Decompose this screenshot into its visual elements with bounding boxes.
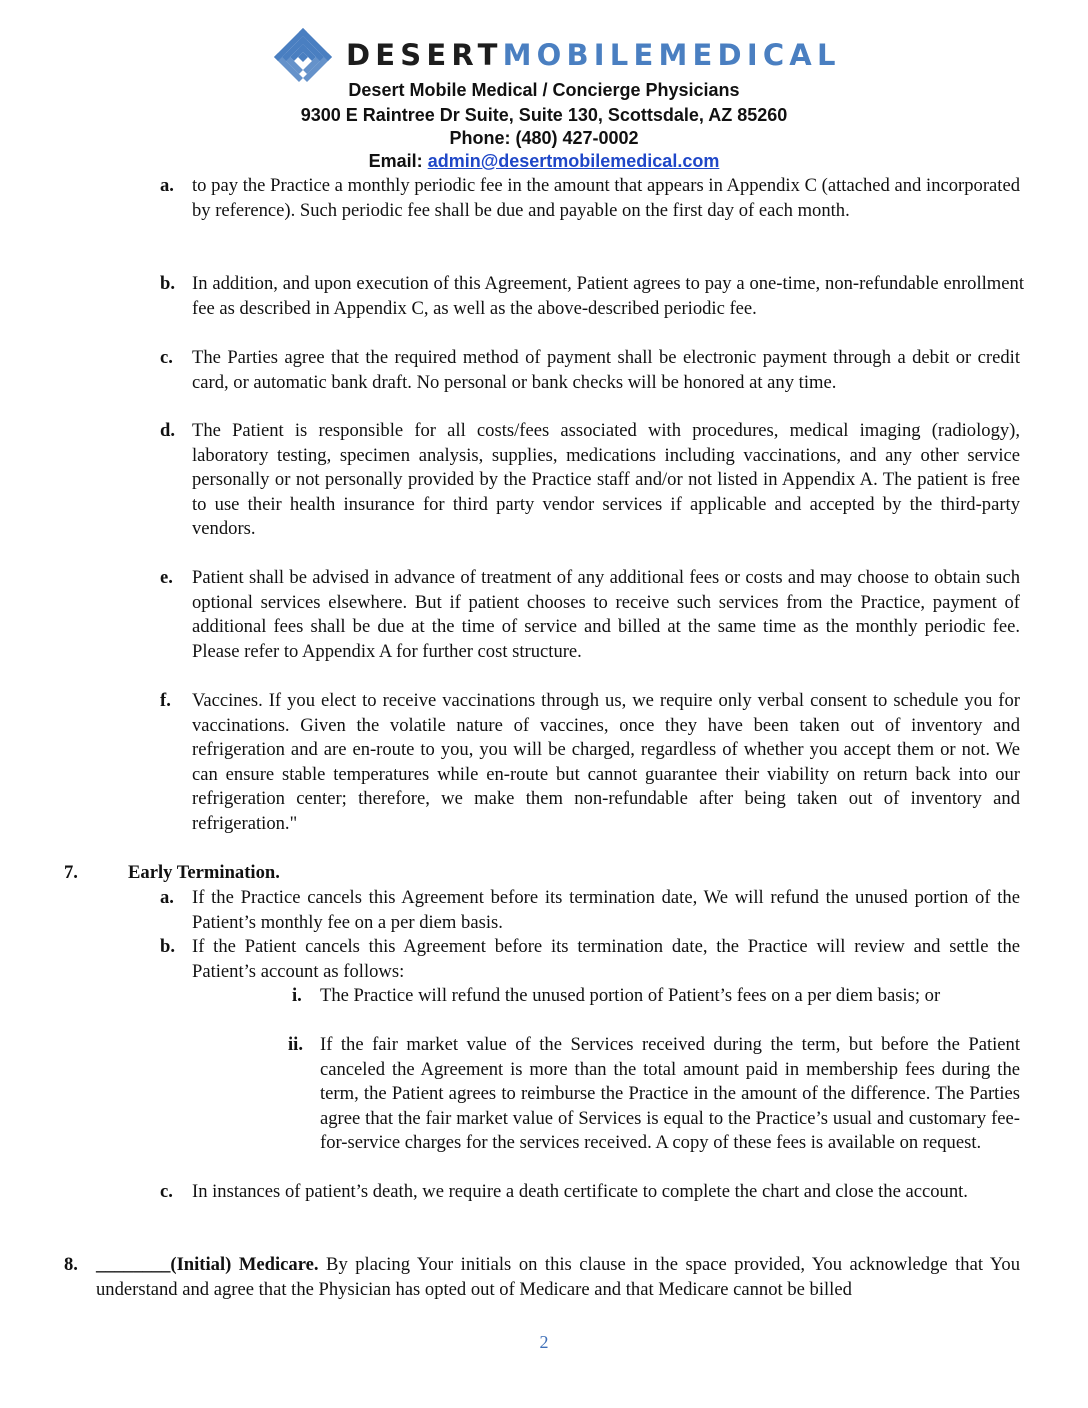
fee-item-text: The Parties agree that the required method of payment shall be electronic payment through a debit or credit card, or automatic bank draft. No personal or bank checks will be honored at any time. bbox=[192, 347, 1020, 393]
fee-item-label: e. bbox=[160, 567, 173, 588]
termination-subitem-text: If the fair market value of the Services received during the term, but before the Patient canceled the Agreement is more than the total amount paid in membership fees during the term, the Patient agrees to reimburse the Practice in the amount of the difference. The Parties agree that the fair market value of Services is equal to the Practice’s usual and customary fee-for-service charges for the services received. A copy of these fees is available on request. bbox=[320, 1034, 1020, 1154]
fee-item-b bbox=[160, 272, 1024, 321]
logo-word-desert: DESERT bbox=[346, 37, 503, 72]
fee-item-c bbox=[160, 346, 1020, 395]
termination-item-b bbox=[160, 935, 1020, 984]
fee-item-text: to pay the Practice a monthly periodic fee in the amount that appears in Appendix C (attached and incorporated by reference). Such periodic fee shall be due and payable on the first day of each month. bbox=[192, 175, 1020, 221]
header-email-link[interactable]: admin@desertmobilemedical.com bbox=[427, 151, 720, 171]
diamond-stripes-icon bbox=[272, 26, 334, 84]
termination-item-text: In instances of patient’s death, we require a death certificate to complete the chart and close the account. bbox=[192, 1181, 968, 1202]
section-8-clause bbox=[96, 1253, 1020, 1302]
fee-item-text: The Patient is responsible for all costs/fees associated with procedures, medical imaging (radiology), laboratory testing, specimen analysis, supplies, medications including vaccinations, and any other service personally or not personally provided by the Practice staff and/or not listed in Appendix A. The patient is free to use their health insurance for third party vendor services if applicable and accepted by the third-party vendors. bbox=[192, 420, 1020, 540]
termination-item-label: c. bbox=[160, 1181, 173, 1202]
fee-item-f bbox=[160, 689, 1020, 837]
logo bbox=[272, 26, 841, 84]
termination-item-text: If the Practice cancels this Agreement before its termination date, We will refund the unused portion of the Patient’s monthly fee on a per diem basis. bbox=[192, 887, 1020, 933]
logo-wordmark bbox=[346, 37, 841, 72]
header-phone: Phone: (480) 427-0002 bbox=[449, 128, 639, 148]
header-email-line bbox=[0, 150, 1088, 172]
page-number: 2 bbox=[539, 1332, 549, 1352]
termination-item-a bbox=[160, 886, 1020, 935]
termination-subitem-label: ii. bbox=[288, 1034, 303, 1055]
fee-item-text: In addition, and upon execution of this Agreement, Patient agrees to pay a one-time, non-refundable enrollment fee as described in Appendix C, as well as the above-described periodic fee. bbox=[192, 273, 1024, 319]
initials-blank: ________ bbox=[96, 1254, 171, 1275]
fee-item-e bbox=[160, 566, 1020, 664]
termination-subitem-text: The Practice will refund the unused portion of Patient’s fees on a per diem basis; or bbox=[320, 985, 941, 1006]
termination-subitem-i bbox=[288, 984, 1020, 1009]
section-8-number: 8. bbox=[64, 1254, 78, 1275]
fee-item-label: f. bbox=[160, 690, 171, 711]
section-8-text: By placing Your initials on this clause in the space provided, You acknowledge that You understand and agree that the Physician has opted out of Medicare and that Medicare cannot be billed bbox=[96, 1254, 1021, 1300]
termination-item-label: a. bbox=[160, 887, 174, 908]
termination-item-label: b. bbox=[160, 936, 175, 957]
section-8-title: Medicare. bbox=[231, 1254, 319, 1275]
header-address: 9300 E Raintree Dr Suite, Suite 130, Scottsdale, AZ 85260 bbox=[300, 105, 788, 125]
section-8-text-block bbox=[96, 1253, 1020, 1302]
termination-subitem-ii bbox=[288, 1033, 1020, 1156]
header-email-label: Email: bbox=[368, 151, 428, 171]
termination-subitem-label: i. bbox=[292, 985, 302, 1006]
termination-item-text: If the Patient cancels this Agreement before its termination date, the Practice will review and settle the Patient’s account as follows: bbox=[192, 936, 1020, 982]
fee-item-label: c. bbox=[160, 347, 173, 368]
fee-item-label: d. bbox=[160, 420, 175, 441]
termination-item-c bbox=[160, 1180, 1020, 1205]
fee-item-text: Patient shall be advised in advance of treatment of any additional fees or costs and may choose to obtain such optional services elsewhere. But if patient chooses to receive such services from the Practice, payment of additional fees shall be due at the time of service and billed at the same time as the monthly periodic fee. Please refer to Appendix A for further cost structure. bbox=[192, 567, 1020, 662]
initial-label: (Initial) bbox=[170, 1254, 232, 1275]
section-7-number: 7. bbox=[64, 862, 78, 883]
fee-item-a bbox=[160, 174, 1020, 223]
fee-item-label: a. bbox=[160, 175, 174, 196]
fee-item-d bbox=[160, 419, 1020, 542]
logo-word-mobilemedical: MOBILEMEDICAL bbox=[502, 37, 841, 72]
fee-item-label: b. bbox=[160, 273, 175, 294]
section-7-title: Early Termination. bbox=[128, 862, 280, 883]
fee-item-text: Vaccines. If you elect to receive vaccinations through us, we require only verbal consent to schedule you for vaccinations. Given the volatile nature of vaccines, once they have been taken out of inventory and refrigeration and are en-route to you, you will be charged, regardless of whether you accept them or not. We can ensure stable temperatures while en-route but cannot guarantee their viability on return back into our refrigeration center; therefore, we make them non-refundable after being taken out of inventory and refrigeration." bbox=[192, 690, 1020, 834]
header-practice-name: Desert Mobile Medical / Concierge Physicians bbox=[348, 80, 740, 100]
